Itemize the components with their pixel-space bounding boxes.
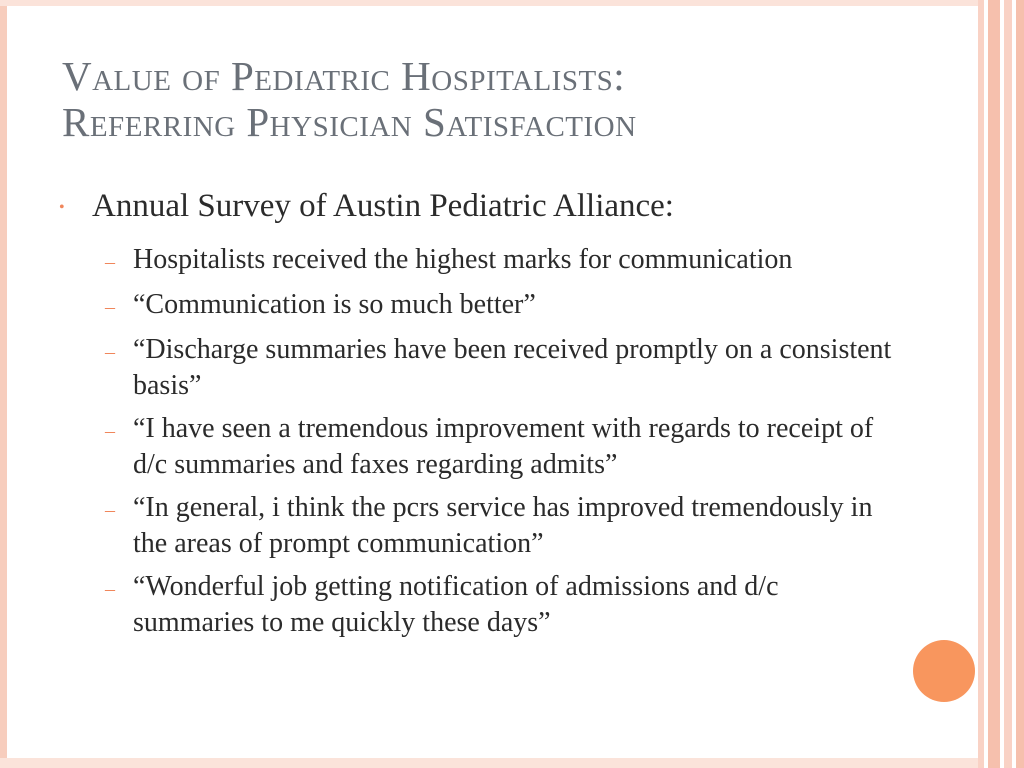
slide-bottom-border <box>0 758 980 768</box>
decorative-stripes <box>978 0 1024 768</box>
sub-bullet <box>105 287 895 325</box>
sub-bullet-text: “I have seen a tremendous improvement with regards to receipt of d/c summaries and faxes regarding admits” <box>133 413 874 480</box>
slide-top-border <box>0 0 980 6</box>
sub-bullet <box>105 569 895 641</box>
bullet-icon: • <box>59 199 65 216</box>
sub-bullet-list <box>105 242 895 641</box>
sub-bullet-text: “Wonderful job getting notification of admissions and d/c summaries to me quickly these days” <box>133 571 779 638</box>
decorative-circle <box>913 640 975 702</box>
sub-bullet-text: “Communication is so much better” <box>133 289 536 320</box>
sub-bullet <box>105 490 895 562</box>
sub-bullet <box>105 411 895 483</box>
dash-icon: – <box>105 341 115 363</box>
slide-body <box>55 186 895 648</box>
dash-icon: – <box>105 251 115 273</box>
slide-title-line-1: Value of Pediatric Hospitalists: <box>62 53 626 99</box>
main-bullet <box>55 186 895 232</box>
dash-icon: – <box>105 420 115 442</box>
sub-bullet <box>105 242 895 280</box>
sub-bullet-text: “In general, i think the pcrs service has improved tremendously in the areas of prompt communication” <box>133 492 873 559</box>
dash-icon: – <box>105 296 115 318</box>
sub-bullet-text: Hospitalists received the highest marks for communication <box>133 244 793 275</box>
slide-title-line-2: Referring Physician Satisfaction <box>62 98 637 145</box>
slide-left-border <box>0 0 7 768</box>
main-bullet-text: Annual Survey of Austin Pediatric Alliance: <box>92 188 674 224</box>
dash-icon: – <box>105 499 115 521</box>
dash-icon: – <box>105 578 115 600</box>
slide-title <box>62 54 962 146</box>
sub-bullet-text: “Discharge summaries have been received promptly on a consistent basis” <box>133 334 892 401</box>
sub-bullet <box>105 332 895 404</box>
